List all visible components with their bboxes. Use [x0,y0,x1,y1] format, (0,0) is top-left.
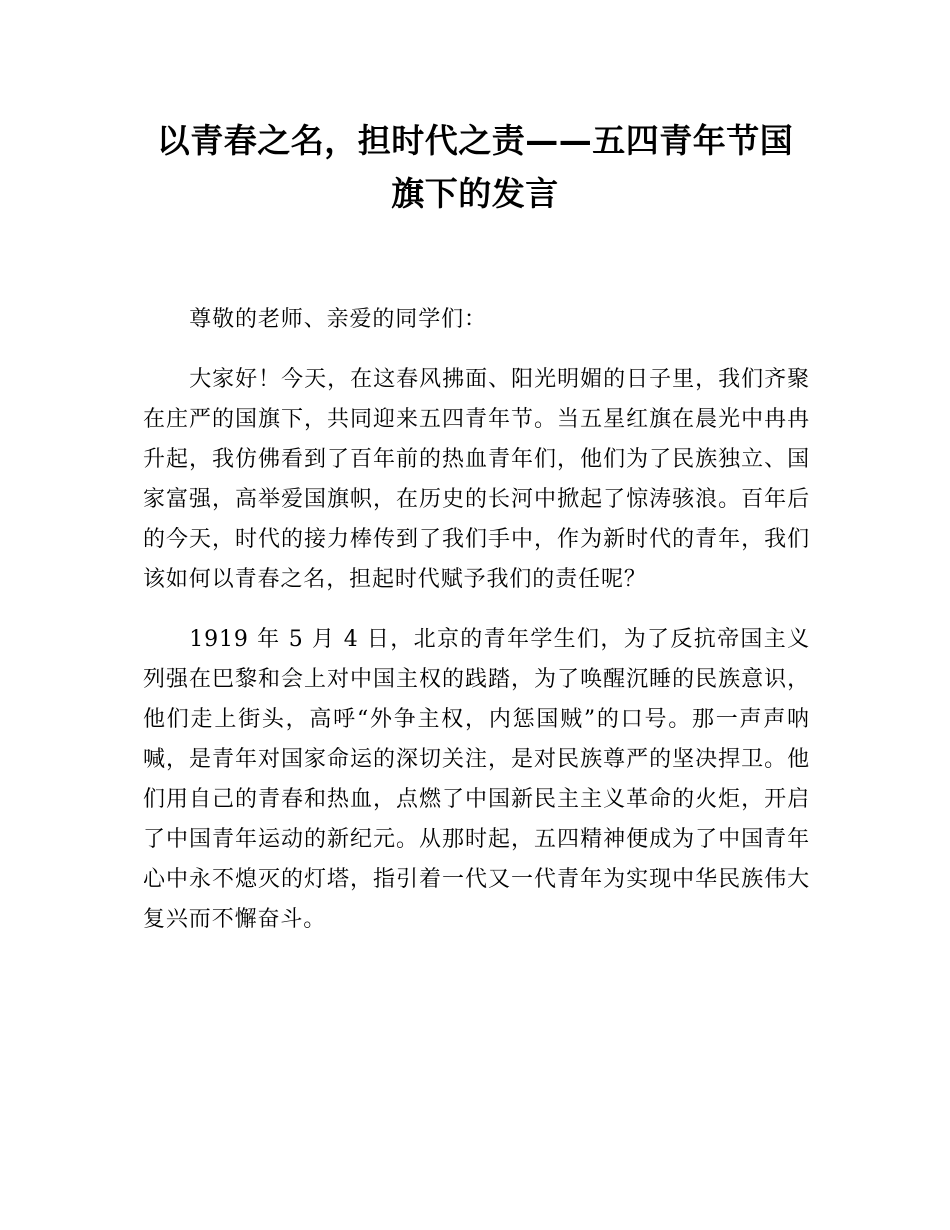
document-title: 以青春之名，担时代之责——五四青年节国旗下的发言 [156,121,794,213]
document-body [143,300,810,960]
paragraph-history: 1919 年 5 月 4 日，北京的青年学生们，为了反抗帝国主义列强在巴黎和会上对中国主权的践踏，为了唤醒沉睡的民族意识，他们走上街头，高呼“外争主权，内惩国贼”的口号。那一声声呐喊，是青年对国家命运的深切关注，是对民族尊严的坚决捍卫。他们用自己的青春和热血，点燃了中国新民主主义革命的火炬，开启了中国青年运动的新纪元。从那时起，五四精神便成为了中国青年心中永不熄灭的灯塔，指引着一代又一代青年为实现中华民族伟大复兴而不懈奋斗。 [143,627,810,932]
paragraph-greeting: 大家好！今天，在这春风拂面、阳光明媚的日子里，我们齐聚在庄严的国旗下，共同迎来五四青年节。当五星红旗在晨光中冉冉升起，我仿佛看到了百年前的热血青年们，他们为了民族独立、国家富强，高举爱国旗帜，在历史的长河中掀起了惊涛骇浪。百年后的今天，时代的接力棒传到了我们手中，作为新时代的青年，我们该如何以青春之名，担起时代赋予我们的责任呢？ [143,367,810,592]
paragraph-salutation: 尊敬的老师、亲爱的同学们： [189,307,487,332]
